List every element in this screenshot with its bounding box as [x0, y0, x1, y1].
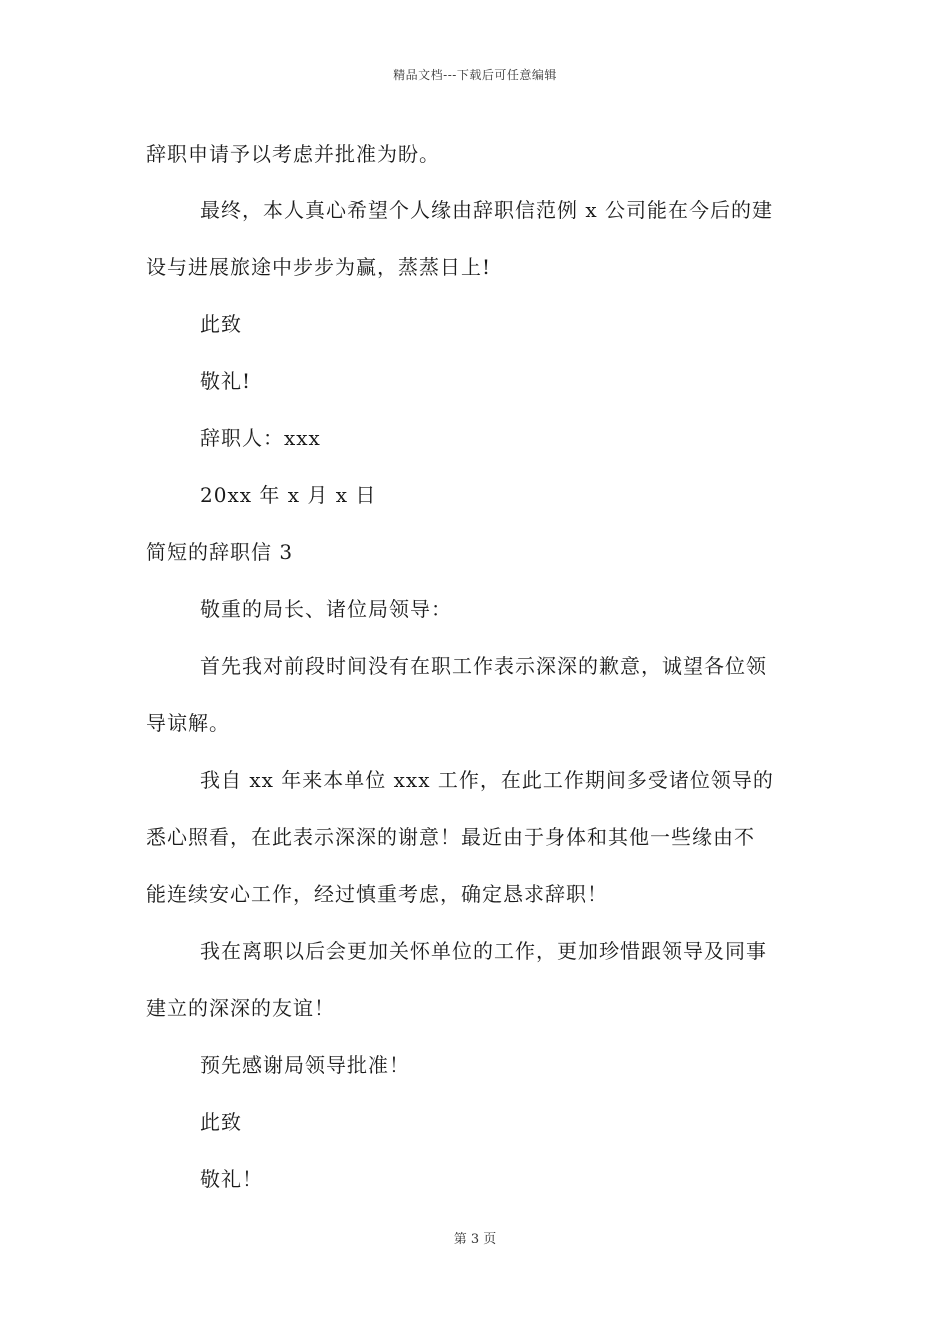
closing-regards-1: 敬礼! [200, 369, 252, 393]
body-line-10: 建立的深深的友谊！ [146, 996, 335, 1020]
body-line-3: 设与进展旅途中步步为赢，蒸蒸日上! [146, 255, 492, 279]
section-heading: 简短的辞职信 3 [146, 540, 294, 564]
greeting-line: 敬重的局长、诸位局领导： [200, 597, 452, 621]
signature-line: 辞职人：xxx [200, 426, 321, 450]
body-line-5: 导谅解。 [146, 711, 230, 735]
closing-regards-2: 敬礼！ [200, 1167, 263, 1191]
closing-salutation-1: 此致 [200, 312, 242, 336]
closing-salutation-2: 此致 [200, 1110, 242, 1134]
body-line-1: 辞职申请予以考虑并批准为盼。 [146, 142, 440, 166]
date-line: 20xx 年 x 月 x 日 [200, 483, 377, 507]
body-line-9: 我在离职以后会更加关怀单位的工作，更加珍惜跟领导及同事 [200, 939, 767, 963]
page-header: 精品文档---下载后可任意编辑 [393, 68, 557, 82]
body-line-4: 首先我对前段时间没有在职工作表示深深的歉意，诚望各位领 [200, 654, 767, 678]
body-line-2: 最终，本人真心希望个人缘由辞职信范例 x 公司能在今后的建 [200, 198, 773, 222]
body-line-7: 悉心照看，在此表示深深的谢意！最近由于身体和其他一些缘由不 [146, 825, 755, 849]
body-line-11: 预先感谢局领导批准！ [200, 1053, 410, 1077]
page-number: 第 3 页 [453, 1232, 497, 1247]
body-line-6: 我自 xx 年来本单位 xxx 工作，在此工作期间多受诸位领导的 [200, 768, 774, 792]
body-line-8: 能连续安心工作，经过慎重考虑，确定恳求辞职！ [146, 882, 608, 906]
